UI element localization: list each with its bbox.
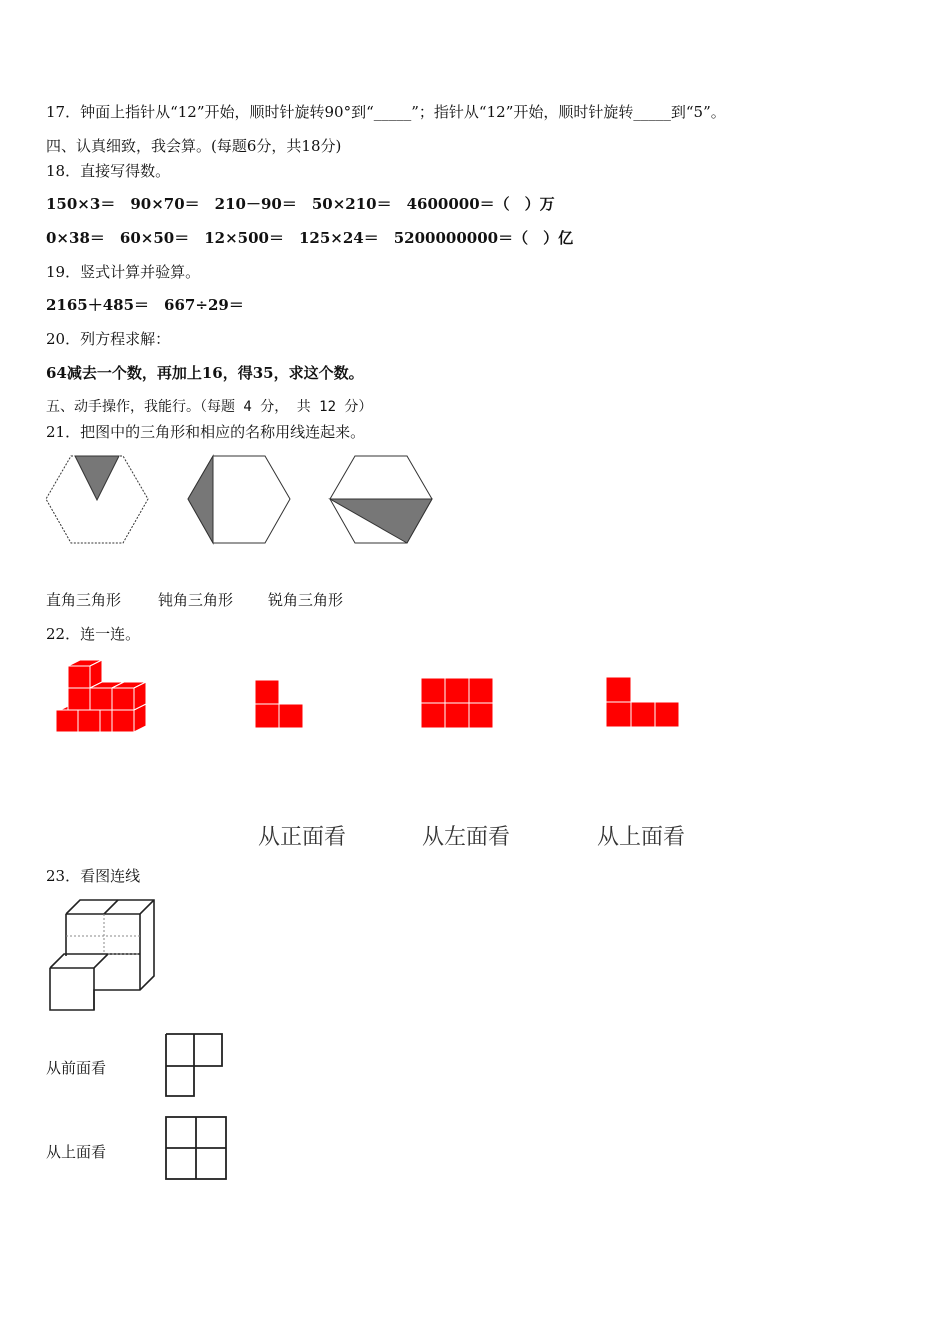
- view-shape-l-long: [605, 676, 681, 730]
- shaded-triangle: [75, 456, 119, 500]
- question-18: 18．直接写得数。: [46, 162, 171, 180]
- q23-front-view-label: 从前面看: [46, 1059, 107, 1077]
- view-label-left: 从左面看: [422, 825, 511, 850]
- section-5-heading: 五、动手操作，我能行。（每题 4 分， 共 12 分）: [46, 399, 373, 415]
- section-4-heading: 四、认真细致，我会算。(每题6分，共18分): [46, 137, 342, 155]
- triangle-name-obtuse: 钝角三角形: [158, 591, 234, 609]
- hexagon-figure-2: [186, 452, 296, 548]
- shaded-triangle: [330, 499, 432, 543]
- view-shape-2x3: [420, 677, 496, 731]
- view-shape-l-small: [254, 679, 306, 731]
- question-19-row: 2165＋485＝ 667÷29＝: [46, 296, 244, 314]
- triangle-name-acute: 锐角三角形: [268, 591, 344, 609]
- front-view-grid: [164, 1032, 226, 1098]
- question-20-text: 64减去一个数，再加上16，得35，求这个数。: [46, 364, 364, 382]
- question-17: 17．钟面上指针从“12”开始，顺时针旋转90°到“_____”；指针从“12”开始，顺时针旋转_____到“5”。: [46, 103, 726, 121]
- hexagon-figure-1: [44, 452, 154, 548]
- q23-top-view-label: 从上面看: [46, 1143, 107, 1161]
- question-18-row-1: 150×3＝ 90×70＝ 210－90＝ 50×210＝ 4600000＝（ ）万: [46, 195, 555, 213]
- question-19: 19．竖式计算并验算。: [46, 263, 201, 281]
- red-cube-solid: [50, 660, 154, 742]
- top-view-grid: [164, 1115, 230, 1183]
- shaded-triangle: [188, 456, 213, 543]
- question-23: 23．看图连线: [46, 867, 141, 885]
- hexagon-figure-3: [328, 452, 438, 548]
- wireframe-solid: [44, 896, 160, 1016]
- question-20: 20．列方程求解：: [46, 330, 171, 348]
- question-18-row-2: 0×38＝ 60×50＝ 12×500＝ 125×24＝ 5200000000＝（ ）亿: [46, 229, 574, 247]
- triangle-name-right: 直角三角形: [46, 591, 122, 609]
- question-22: 22．连一连。: [46, 625, 141, 643]
- view-label-top: 从上面看: [597, 825, 686, 850]
- question-21: 21．把图中的三角形和相应的名称用线连起来。: [46, 423, 366, 441]
- view-label-front: 从正面看: [258, 825, 347, 850]
